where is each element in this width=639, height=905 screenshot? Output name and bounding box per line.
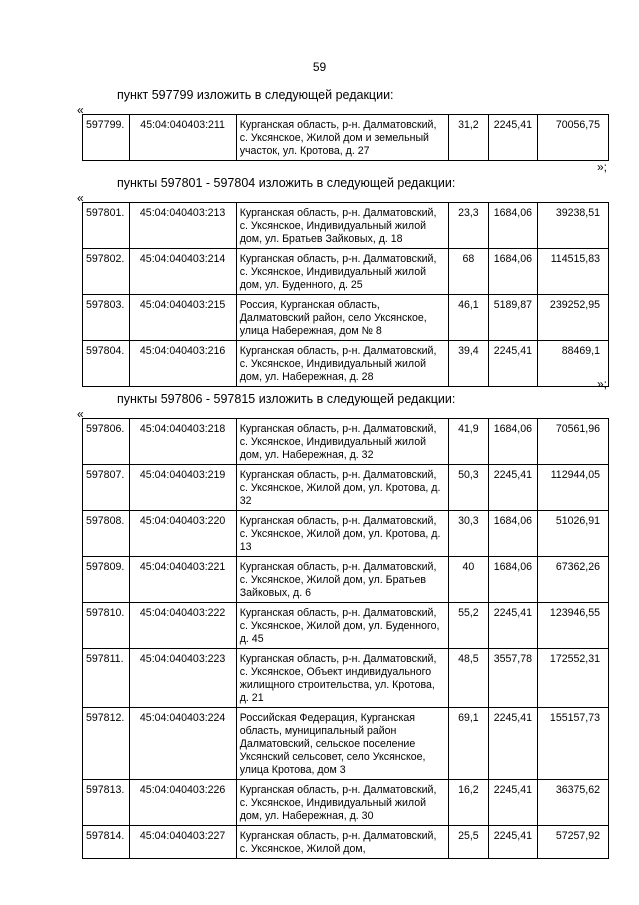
row-number-cell: 597810. [83, 603, 130, 649]
address-cell: Курганская область, р-н. Далматовский, с. Уксянское, Жилой дом, ул. Кротова, д. 13 [236, 511, 448, 557]
row-number-cell: 597812. [83, 708, 130, 780]
address-cell: Курганская область, р-н. Далматовский, с. Уксянское, Жилой дом, [236, 826, 448, 859]
rate-cell: 1684,06 [488, 203, 538, 249]
address-cell: Курганская область, р-н. Далматовский, с. Уксянское, Жилой дом, ул. Кротова, д. 32 [236, 465, 448, 511]
page-number: 59 [312, 60, 327, 74]
cadastral-table [82, 202, 609, 387]
cadastral-value-cell: 36375,62 [538, 780, 609, 826]
cadastral-number-cell: 45:04:040403:222 [129, 603, 236, 649]
cadastral-number-cell: 45:04:040403:213 [129, 203, 236, 249]
row-number-cell: 597808. [83, 511, 130, 557]
cadastral-number-cell: 45:04:040403:221 [129, 557, 236, 603]
address-cell: Российская Федерация, Курганская область, муниципальный район Далматовский, сельское поселение Уксянский сельсовет, село Уксянское, улица Кротова, дом 3 [236, 708, 448, 780]
cadastral-value-cell: 123946,55 [538, 603, 609, 649]
area-cell: 39,4 [449, 341, 488, 387]
cadastral-value-cell: 88469,1 [538, 341, 609, 387]
table-row [83, 557, 609, 603]
table-row [83, 419, 609, 465]
row-number-cell: 597809. [83, 557, 130, 603]
row-number-cell: 597802. [83, 249, 130, 295]
row-number-cell: 597799. [83, 115, 130, 161]
cadastral-number-cell: 45:04:040403:220 [129, 511, 236, 557]
row-number-cell: 597804. [83, 341, 130, 387]
rate-cell: 5189,87 [488, 295, 538, 341]
table-row [83, 603, 609, 649]
rate-cell: 2245,41 [488, 826, 538, 859]
row-number-cell: 597811. [83, 649, 130, 708]
cadastral-value-cell: 155157,73 [538, 708, 609, 780]
table-row [83, 295, 609, 341]
row-number-cell: 597813. [83, 780, 130, 826]
rate-cell: 1684,06 [488, 511, 538, 557]
row-number-cell: 597803. [83, 295, 130, 341]
cadastral-number-cell: 45:04:040403:224 [129, 708, 236, 780]
cadastral-number-cell: 45:04:040403:216 [129, 341, 236, 387]
row-number-cell: 597814. [83, 826, 130, 859]
rate-cell: 2245,41 [488, 341, 538, 387]
cadastral-value-cell: 112944,05 [538, 465, 609, 511]
rate-cell: 2245,41 [488, 708, 538, 780]
cadastral-value-cell: 239252,95 [538, 295, 609, 341]
cadastral-number-cell: 45:04:040403:227 [129, 826, 236, 859]
table-row [83, 249, 609, 295]
cadastral-value-cell: 172552,31 [538, 649, 609, 708]
rate-cell: 3557,78 [488, 649, 538, 708]
rate-cell: 2245,41 [488, 115, 538, 161]
table-row [83, 708, 609, 780]
area-cell: 30,3 [449, 511, 488, 557]
cadastral-value-cell: 57257,92 [538, 826, 609, 859]
section-heading: пункт 597799 изложить в следующей редакции: [117, 88, 394, 102]
area-cell: 46,1 [449, 295, 488, 341]
section-heading: пункты 597806 - 597815 изложить в следующей редакции: [117, 392, 456, 406]
table-row [83, 511, 609, 557]
cadastral-value-cell: 70561,96 [538, 419, 609, 465]
address-cell: Курганская область, р-н. Далматовский, с. Уксянское, Индивидуальный жилой дом, ул. Набережная, д. 28 [236, 341, 448, 387]
cadastral-table [82, 114, 609, 161]
table-row [83, 115, 609, 161]
cadastral-number-cell: 45:04:040403:215 [129, 295, 236, 341]
row-number-cell: 597807. [83, 465, 130, 511]
area-cell: 40 [449, 557, 488, 603]
section-heading: пункты 597801 - 597804 изложить в следующей редакции: [117, 176, 456, 190]
area-cell: 41,9 [449, 419, 488, 465]
rate-cell: 1684,06 [488, 419, 538, 465]
address-cell: Курганская область, р-н. Далматовский, с. Уксянское, Жилой дом, ул. Братьев Зайковых, д. 6 [236, 557, 448, 603]
address-cell: Курганская область, р-н. Далматовский, с. Уксянское, Индивидуальный жилой дом, ул. Набережная, д. 32 [236, 419, 448, 465]
table-row [83, 649, 609, 708]
rate-cell: 2245,41 [488, 780, 538, 826]
area-cell: 55,2 [449, 603, 488, 649]
address-cell: Курганская область, р-н. Далматовский, с. Уксянское, Объект индивидуального жилищного строительства, ул. Кротова, д. 21 [236, 649, 448, 708]
area-cell: 16,2 [449, 780, 488, 826]
cadastral-value-cell: 70056,75 [538, 115, 609, 161]
cadastral-number-cell: 45:04:040403:211 [129, 115, 236, 161]
address-cell: Россия, Курганская область, Далматовский район, село Уксянское, улица Набережная, дом № 8 [236, 295, 448, 341]
close-quote: »; [597, 160, 608, 174]
table-row [83, 826, 609, 859]
cadastral-number-cell: 45:04:040403:214 [129, 249, 236, 295]
area-cell: 23,3 [449, 203, 488, 249]
table-row [83, 780, 609, 826]
cadastral-value-cell: 39238,51 [538, 203, 609, 249]
cadastral-value-cell: 67362,26 [538, 557, 609, 603]
table-row [83, 203, 609, 249]
cadastral-table [82, 418, 609, 859]
area-cell: 68 [449, 249, 488, 295]
rate-cell: 1684,06 [488, 557, 538, 603]
address-cell: Курганская область, р-н. Далматовский, с. Уксянское, Индивидуальный жилой дом, ул. Буденного, д. 25 [236, 249, 448, 295]
area-cell: 69,1 [449, 708, 488, 780]
close-quote: »; [597, 377, 608, 391]
address-cell: Курганская область, р-н. Далматовский, с. Уксянское, Жилой дом и земельный участок, ул. Кротова, д. 27 [236, 115, 448, 161]
cadastral-number-cell: 45:04:040403:218 [129, 419, 236, 465]
area-cell: 25,5 [449, 826, 488, 859]
address-cell: Курганская область, р-н. Далматовский, с. Уксянское, Жилой дом, ул. Буденного, д. 45 [236, 603, 448, 649]
cadastral-number-cell: 45:04:040403:219 [129, 465, 236, 511]
open-quote: « [77, 407, 84, 421]
row-number-cell: 597806. [83, 419, 130, 465]
cadastral-value-cell: 114515,83 [538, 249, 609, 295]
cadastral-number-cell: 45:04:040403:223 [129, 649, 236, 708]
area-cell: 48,5 [449, 649, 488, 708]
area-cell: 50,3 [449, 465, 488, 511]
address-cell: Курганская область, р-н. Далматовский, с. Уксянское, Индивидуальный жилой дом, ул. Набережная, д. 30 [236, 780, 448, 826]
table-row [83, 465, 609, 511]
rate-cell: 1684,06 [488, 249, 538, 295]
open-quote: « [77, 191, 84, 205]
cadastral-number-cell: 45:04:040403:226 [129, 780, 236, 826]
open-quote: « [77, 103, 84, 117]
area-cell: 31,2 [449, 115, 488, 161]
row-number-cell: 597801. [83, 203, 130, 249]
address-cell: Курганская область, р-н. Далматовский, с. Уксянское, Индивидуальный жилой дом, ул. Братьев Зайковых, д. 18 [236, 203, 448, 249]
cadastral-value-cell: 51026,91 [538, 511, 609, 557]
rate-cell: 2245,41 [488, 603, 538, 649]
rate-cell: 2245,41 [488, 465, 538, 511]
table-row [83, 341, 609, 387]
